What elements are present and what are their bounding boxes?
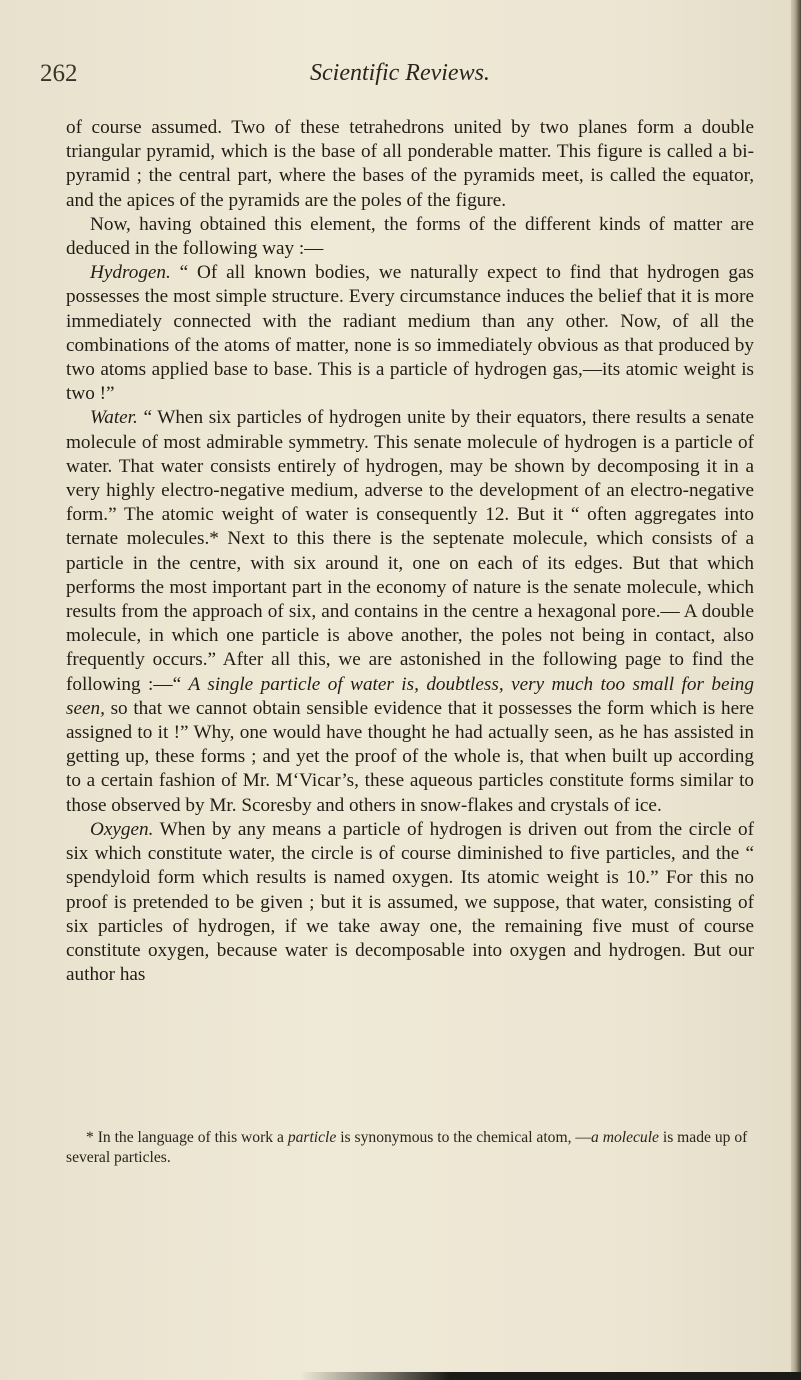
- paragraph-text: When by any means a particle of hydrogen is driven out from the circle of six which constitute water, the circle is of course diminished to five particles, and the “ spendyloid form which results is named oxygen. Its atomic weight is 10.” For this no proof is pretended to be given ; but it is assumed, we suppose, that water, consisting of six particles of hydrogen, if we take away one, the remaining five must of course constitute oxygen, because water is decomposable into oxygen and hydrogen. But our author has: [66, 818, 754, 986]
- page-bottom-shadow: [300, 1372, 801, 1380]
- footnote-text: [66, 1128, 754, 1168]
- paragraph-text: Now, having obtained this element, the forms of the different kinds of matter are deduced in the following way :—: [66, 213, 754, 260]
- running-head: Scientific Reviews.: [310, 60, 490, 86]
- italic-quote: A single particle of water is, doubtless, very much too small for being seen,: [66, 673, 754, 719]
- page-edge-shadow: [791, 0, 801, 1380]
- footnote-marker: * In the language of this work a: [86, 1129, 288, 1146]
- footnote-italic-molecule: a molecule: [591, 1129, 659, 1146]
- page-header: [40, 58, 760, 94]
- footnote-end: is made up of several particles.: [66, 1129, 748, 1166]
- section-label-water: Water.: [90, 407, 138, 429]
- paragraph-hydrogen: [66, 261, 754, 406]
- paragraph-water: [66, 406, 754, 817]
- section-label-oxygen: Oxygen.: [90, 818, 154, 840]
- footnote-italic-particle: particle: [287, 1129, 337, 1146]
- footnote: [66, 1128, 754, 1168]
- paragraph-text: so that we cannot obtain sensible evidence that it possesses the form which is here assigned to it !” Why, one would have thought he had actually seen, as he has assisted in getting up, these forms ; and yet the proof of the whole is, that when built up according to a certain fashion of Mr. M‘Vicar’s, these aqueous particles constitute forms similar to those observed by Mr. Scoresby and others in snow-flakes and crystals of ice.: [66, 697, 754, 816]
- page-number: 262: [40, 60, 78, 87]
- footnote-mid: is synonymous to the chemical atom, —: [336, 1129, 591, 1146]
- paragraph-bipyramid: [66, 116, 754, 213]
- paragraph-text: of course assumed. Two of these tetrahedrons united by two planes form a double triangular pyramid, which is the base of all ponderable matter. This figure is called a bi-pyramid ; the central part, where the bases of the pyramids meet, is called the equator, and the apices of the pyramids are the poles of the figure.: [66, 117, 754, 211]
- paragraph-text: “ Of all known bodies, we naturally expect to find that hydrogen gas possesses the most simple structure. Every circumstance induces the belief that it is more immediately connected with the radiant medium than any other. Now, of all the combinations of the atoms of matter, none is so immediately obvious as that produced by two atoms applied base to base. This is a particle of hydrogen gas,—its atomic weight is two !”: [66, 262, 754, 405]
- section-label-hydrogen: Hydrogen.: [90, 262, 171, 284]
- body-text: [66, 116, 754, 987]
- paragraph-intro-elements: [66, 213, 754, 261]
- paragraph-text: “ When six particles of hydrogen unite by their equators, there results a senate molecule of most admirable symmetry. This senate molecule of hydrogen is a particle of water. That water consists entirely of hydrogen, may be shown by decomposing it in a very highly electro-negative medium, adverse to the development of an electro-negative form.” The atomic weight of water is consequently 12. But it “ often aggregates into ternate molecules.* Next to this there is the septenate molecule, which consists of a particle in the centre, with six around it, one on each of its edges. But that which performs the most important part in the economy of nature is the senate molecule, which results from the approach of six, and contains in the centre a hexagonal pore.— A double molecule, in which one particle is above another, the poles not being in contact, also frequently occurs.” After all this, we are astonished in the following page to find the following :—“: [66, 407, 754, 695]
- paragraph-oxygen: [66, 818, 754, 987]
